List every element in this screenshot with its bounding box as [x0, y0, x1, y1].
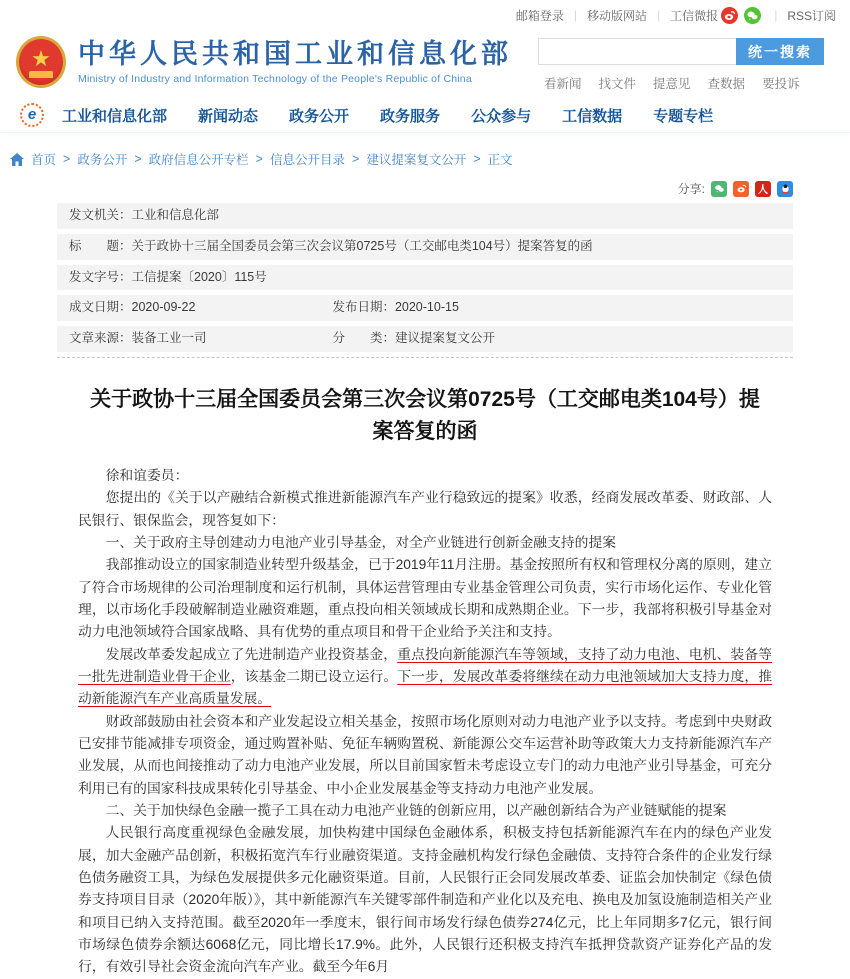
document-meta-table: [57, 203, 793, 358]
section-heading-1: 一、关于政府主导创建动力电池产业引导基金，对全产业链进行创新金融支持的提案: [105, 534, 617, 550]
meta-label: 标 题：: [69, 238, 132, 253]
section-heading-2: 二、关于加快绿色金融一揽子工具在动力电池产业链的创新应用，以产融创新结合为产业链赋能的提案: [105, 803, 727, 818]
share-weibo-icon[interactable]: [733, 181, 749, 197]
quick-link-news[interactable]: 看新闻: [544, 77, 582, 91]
paragraph: 您提出的《关于以产融结合新模式推进新能源汽车产业行稳致远的提案》收悉，经商发展改革委、财政部、人民银行、银保监会，现答复如下：: [78, 490, 772, 528]
meta-row-title: [57, 234, 793, 260]
breadcrumb-separator: >: [63, 152, 71, 166]
miit-weibo-link[interactable]: 工信微报: [670, 8, 719, 23]
quick-link-files[interactable]: 找文件: [598, 77, 637, 91]
quick-links: [538, 74, 838, 92]
meta-label: 发布日期：: [332, 300, 395, 315]
meta-value: 工业和信息化部: [131, 208, 220, 222]
wechat-icon[interactable]: [744, 7, 761, 24]
nav-item-miit[interactable]: 工业和信息化部: [62, 107, 168, 125]
divider: |: [657, 8, 661, 22]
divider: |: [573, 8, 578, 22]
meta-label: 发文字号：: [69, 269, 132, 284]
nav-item-special-topics[interactable]: 专题专栏: [653, 107, 714, 125]
meta-value: 关于政协十三届全国委员会第三次会议第0725号（工交邮电类104号）提案答复的函: [131, 238, 593, 253]
paragraph: 人民银行高度重视绿色金融发展，加快构建中国绿色金融体系，积极支持包括新能源汽车在内的绿色产业发展，加大金融产品创新，积极拓宽汽车行业融资渠道。支持金融机构发行绿色金融债、支持符合条件的企业发行绿色债务融资工具，为绿色发展提供多元化融资渠道。目前，人民银行正会同发展改革委、证监会加快制定《绿色债券支持项目目录（2020年版）》，其中新能源汽车关键零部件制造和产业化以及充电、换电及加氢设施制造相关产业和项目已纳入支持范围。截至2020年一季度末，银行间市场发行绿色债券274亿元，比上年同期多7亿元，银行间市场绿色债券余额达6068亿元，同比增长17.9%。此外，人民银行还积极支持汽车抵押贷款资产证券化产品的发行，有效引导社会资金流向汽车产业。截至今年6月: [78, 825, 772, 975]
mobile-site-link[interactable]: 移动版网站: [587, 8, 648, 23]
unified-search-button[interactable]: 统一搜索: [736, 38, 824, 65]
divider: |: [774, 8, 778, 22]
breadcrumb-info-catalog[interactable]: 信息公开目录: [269, 153, 345, 167]
nav-item-news[interactable]: 新闻动态: [198, 107, 259, 125]
breadcrumb-proposal-replies[interactable]: 建议提案复文公开: [366, 153, 467, 167]
meta-value: 2020-10-15: [394, 300, 459, 315]
nav-item-public-participation[interactable]: 公众参与: [471, 107, 532, 125]
red-underlined-text: 重点投向新能源汽车等领域，支持了动力电池、电机、装备等一批先进制造业骨干企业: [78, 646, 773, 684]
breadcrumb-info-disclosure[interactable]: 政府信息公开专栏: [148, 153, 249, 167]
meta-row-source-category: [57, 326, 793, 352]
red-underlined-text: 下一步，发展改革委将继续在动力电池领域加大支持力度，推动新能源汽车产业高质量发展。: [78, 668, 773, 707]
meta-row-document-number: [57, 265, 793, 291]
meta-row-issuing-agency: [57, 203, 793, 229]
paragraph: 发展改革委发起成立了先进制造产业投资基金，重点投向新能源汽车等领域，支持了动力电池、电机、装备等一批先进制造业骨干企业，该基金二期已设立运行。下一步，发展改革委将继续在动力电池领域加大支持力度，推动新能源汽车产业高质量发展。: [78, 646, 773, 707]
quick-link-complaints[interactable]: 要投诉: [762, 77, 800, 91]
meta-label: 成文日期：: [69, 300, 132, 315]
meta-row-dates: [57, 295, 793, 321]
site-subtitle: Ministry of Industry and Information Technology of the People's Republic of China: [78, 73, 472, 86]
top-utility-bar: [0, 0, 850, 30]
document-title: 关于政协十三届全国委员会第三次会议第0725号（工交邮电类104号）提案答复的函: [90, 387, 760, 444]
site-header: [0, 30, 850, 98]
share-wechat-icon[interactable]: [711, 181, 727, 197]
quick-link-opinions[interactable]: 提意见: [653, 77, 691, 91]
star-icon: ★: [31, 46, 51, 72]
meta-value: 装备工业一司: [131, 331, 207, 345]
document-body: [78, 465, 772, 979]
breadcrumb-current-page: 正文: [487, 153, 513, 167]
meta-label: 分 类：: [332, 331, 395, 345]
dashed-divider: [57, 357, 793, 358]
meta-label: 发文机关：: [69, 208, 132, 222]
paragraph: 我部推动设立的国家制造业转型升级基金，已于2019年11月注册。基金按照所有权和管理权分离的原则，建立了符合市场规律的公司治理制度和运行机制，具体运营管理由专业基金管理公司负责，实行市场化运作、专业化管理，以市场化手段破解制造业融资难题，重点投向相关领域成长期和成熟期企业。下一步，我部将积极引导基金对动力电池领域符合国家战略、具有优势的重点项目和骨干企业给予关注和支持。: [78, 557, 772, 640]
meta-label: 文章来源：: [69, 331, 132, 345]
share-qq-icon[interactable]: [777, 181, 793, 197]
meta-value: 2020-09-22: [131, 300, 196, 315]
quick-link-data[interactable]: 查数据: [707, 77, 746, 91]
salutation: 徐和谊委员：: [105, 467, 189, 483]
main-nav: [0, 98, 850, 133]
breadcrumb-home[interactable]: 首页: [31, 153, 57, 167]
search-area: [538, 32, 838, 92]
meta-value: 工信提案〔2020〕115号: [131, 269, 267, 284]
share-people-weibo-icon[interactable]: 人: [755, 181, 771, 197]
nav-item-miit-data[interactable]: 工信数据: [562, 107, 623, 125]
mail-login-link[interactable]: 邮箱登录: [515, 8, 564, 23]
nav-item-gov-services[interactable]: 政务服务: [380, 107, 441, 125]
site-title: 中华人民共和国工业和信息化部: [78, 38, 512, 69]
site-brand[interactable]: [16, 32, 512, 92]
breadcrumb-separator: >: [134, 152, 142, 166]
breadcrumb-separator: >: [352, 152, 360, 166]
gate-shape: [29, 71, 53, 78]
breadcrumb-gov-info[interactable]: 政务公开: [77, 153, 128, 167]
breadcrumb-separator: >: [473, 152, 481, 166]
weibo-icon[interactable]: [721, 7, 738, 24]
meta-value: 建议提案复文公开: [394, 331, 495, 345]
nav-item-gov-info[interactable]: 政务公开: [289, 107, 350, 125]
home-icon[interactable]: [10, 153, 24, 166]
miit-e-logo-icon: e: [20, 103, 44, 127]
share-bar: [57, 180, 793, 197]
paragraph: 财政部鼓励由社会资本和产业发起设立相关基金，按照市场化原则对动力电池产业予以支持。考虑到中央财政已安排节能减排专项资金，通过购置补贴、免征车辆购置税、新能源公交车运营补助等政策大力支持新能源汽车产业发展，从而也间接推动了动力电池产业发展，所以目前国家暂未考虑设立专门的动力电池产业引导基金，可充分利用已有的国家科技成果转化引导基金、中小企业发展基金等支持动力电池产业发展。: [78, 713, 772, 796]
search-input[interactable]: [538, 38, 736, 65]
national-emblem-logo: [16, 36, 66, 88]
rss-link[interactable]: RSS订阅: [787, 8, 836, 23]
share-label: 分享:: [677, 182, 705, 196]
breadcrumb-separator: >: [255, 152, 263, 166]
breadcrumb: [10, 150, 850, 168]
